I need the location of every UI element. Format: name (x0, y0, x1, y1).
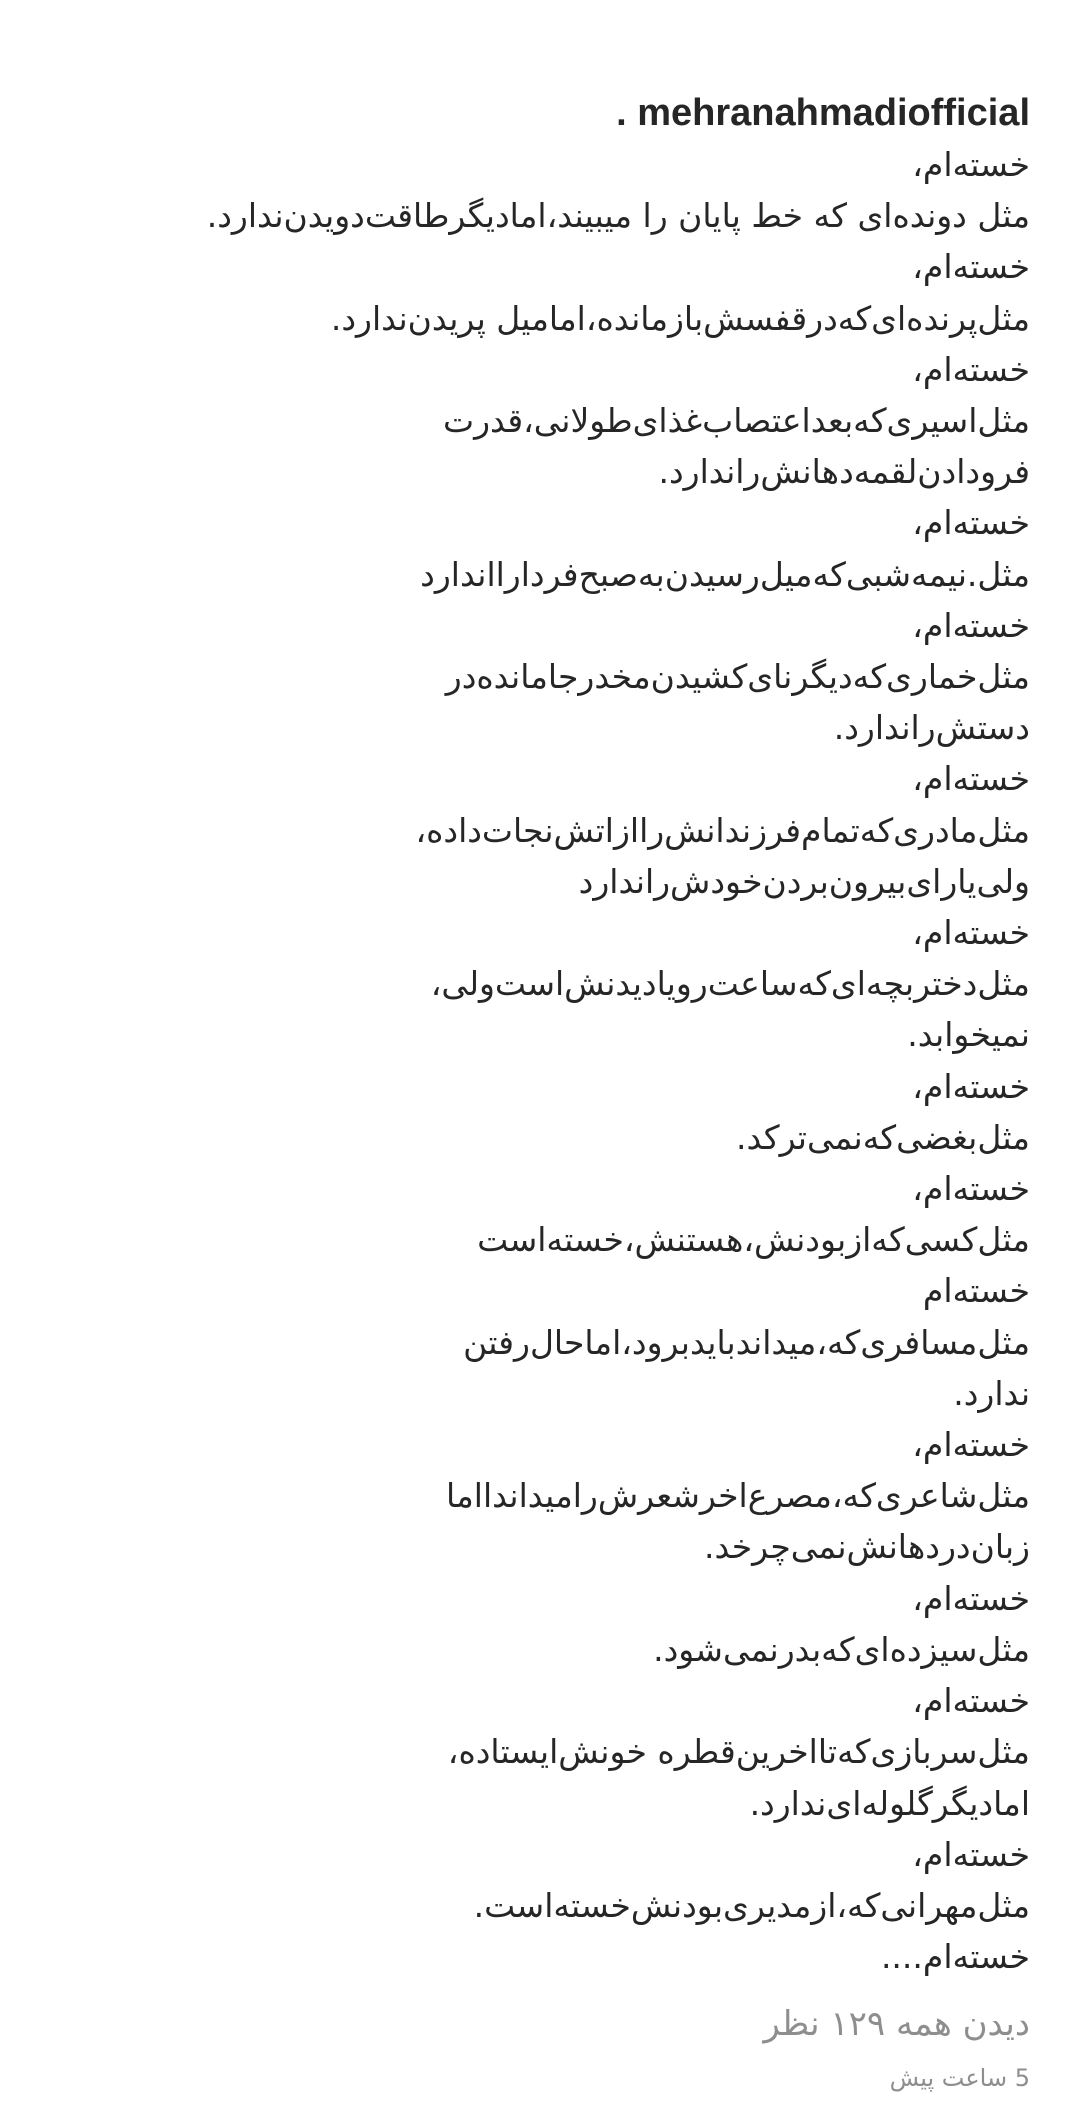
caption-line: مثل‌مسافری‌که،میداندبایدبرود،اماحال‌رفتن (463, 1322, 1030, 1362)
caption-line: مثل‌مادری‌که‌تمام‌فرزندانش‌راازاتش‌نجات‌داده، (415, 810, 1030, 850)
caption-line: مثل‌خماری‌که‌دیگرنای‌کشیدن‌مخدرجامانده‌در (445, 657, 1030, 697)
caption-line: خسته‌ام، (912, 1578, 1030, 1618)
caption-line: خسته‌ام، (912, 247, 1030, 287)
caption-text (50, 139, 1030, 1982)
caption-line: مثل‌کسی‌که‌ازبودنش،هستنش،خسته‌است (477, 1220, 1030, 1260)
caption-line: ولی‌یارای‌بیرون‌بردن‌خودش‌راندارد (578, 861, 1030, 901)
caption-line: مثل‌شاعری‌که،مصرع‌اخرشعرش‌رامیداندااما (446, 1476, 1030, 1516)
username-link[interactable]: mehranahmadiofficial (637, 92, 1030, 134)
caption-line: دستش‌راندارد. (833, 708, 1030, 748)
caption-line: خسته‌ام.... (880, 1937, 1030, 1977)
caption-line: مثل‌سیزده‌ای‌که‌بدرنمی‌شود. (653, 1629, 1030, 1669)
caption-header (50, 88, 1030, 138)
caption-line: مثل.نیمه‌شبی‌که‌میل‌رسیدن‌به‌صبح‌فردارااندارد (420, 554, 1030, 594)
caption-line: خسته‌ام، (912, 1834, 1030, 1874)
caption-line: زبان‌دردهانش‌نمی‌چرخد. (703, 1527, 1030, 1567)
caption-line: نمیخوابد. (907, 1015, 1030, 1055)
caption-line: مثل دونده‌ای که خط پایان را میبیند،امادیگرطاقت‌دویدن‌ندارد. (206, 196, 1030, 236)
caption-line: ندارد. (953, 1373, 1030, 1413)
caption-line: خسته‌ام، (912, 349, 1030, 389)
caption-line: خسته‌ام، (912, 1066, 1030, 1106)
view-all-comments-link[interactable]: دیدن همه ۱۲۹ نظر (763, 2004, 1030, 2045)
caption-line: مثل‌اسیری‌که‌بعداعتصاب‌غذای‌طولانی،قدرت (443, 401, 1030, 441)
caption-line: امادیگرگلوله‌ای‌ندارد. (749, 1783, 1030, 1823)
caption-line: خسته‌ام، (912, 1425, 1030, 1465)
username-separator: . (616, 92, 627, 134)
caption-line: مثل‌دختربچه‌ای‌که‌ساعت‌رویادیدنش‌است‌ولی، (430, 964, 1030, 1004)
caption-line: مثل‌سربازی‌که‌تااخرین‌قطره خونش‌ایستاده، (447, 1732, 1030, 1772)
caption-line: خسته‌ام، (912, 605, 1030, 645)
caption-line: فرودادن‌لقمه‌دهانش‌راندارد. (658, 452, 1030, 492)
caption-line: خسته‌ام، (912, 913, 1030, 953)
caption-line: مثل‌مهرانی‌که،ازمدیری‌بودنش‌خسته‌است. (473, 1885, 1030, 1925)
caption-line: خسته‌ام، (912, 145, 1030, 184)
caption-line: مثل‌پرنده‌ای‌که‌درقفسش‌بازمانده،امامیل پریدن‌ندارد. (330, 298, 1030, 338)
caption-line: خسته‌ام، (912, 503, 1030, 543)
post-timestamp: 5 ساعت پیش (889, 2064, 1030, 2093)
caption-line: خسته‌ام، (912, 1169, 1030, 1209)
caption-line: خسته‌ام، (912, 759, 1030, 799)
caption-line: خسته‌ام، (912, 1681, 1030, 1721)
caption-line: مثل‌بغضی‌که‌نمی‌ترکد. (736, 1117, 1030, 1157)
caption-line: خسته‌ام (922, 1271, 1030, 1311)
post-caption-section (50, 88, 1030, 2096)
